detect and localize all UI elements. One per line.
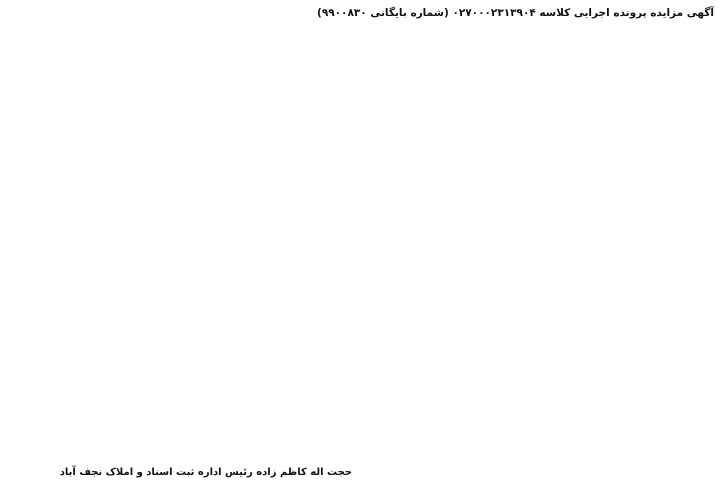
auction-notice [4, 4, 714, 484]
notice-body-right [366, 24, 714, 38]
notice-signature: حجت اله کاظم زاده رئیس اداره ثبت اسناد و املاک نجف آباد [59, 467, 352, 478]
notice-body-left [4, 4, 352, 18]
notice-heading: آگهی مزایده پرونده اجرایی کلاسه ۰۲۷۰۰۰۲۳۱۳۹۰۴ (شماره بایگانی ۹۹۰۰۸۳۰) [317, 7, 714, 19]
notice-column-left [4, 4, 352, 484]
notice-column-right [317, 4, 714, 484]
